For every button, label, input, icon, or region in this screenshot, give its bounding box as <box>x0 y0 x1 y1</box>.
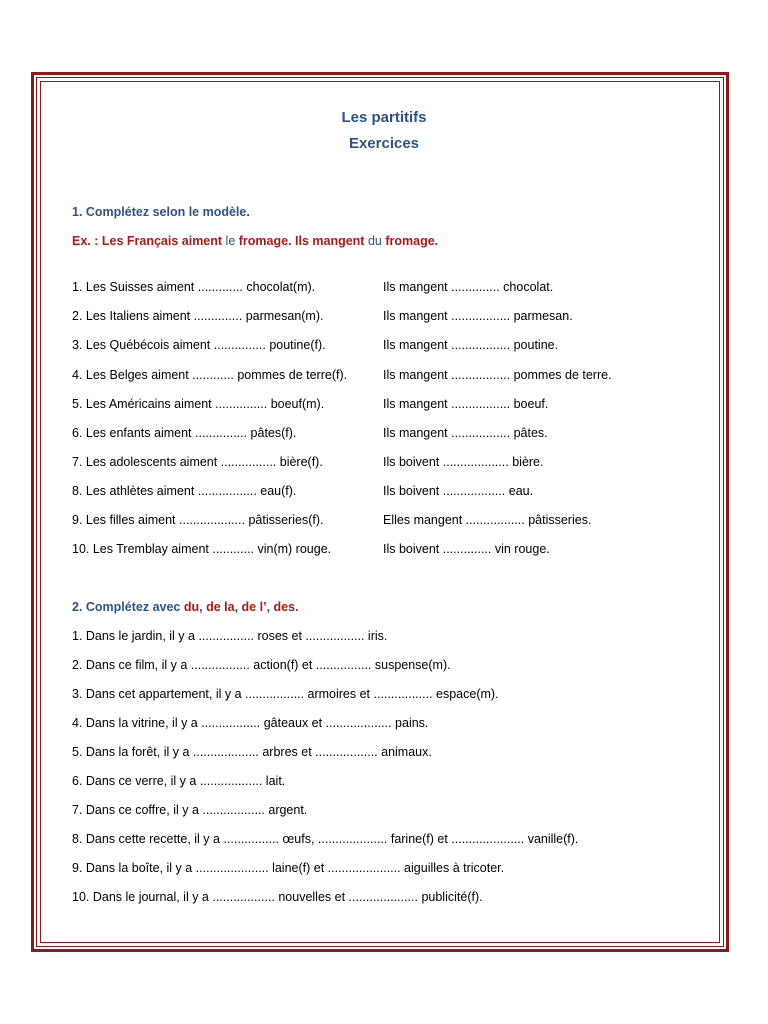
exercise1-item-left: 5. Les Américains aiment ............... boeuf(m). <box>72 397 325 411</box>
example-part1: Ex. : Les Français aiment <box>72 234 223 248</box>
exercise2-item: 10. Dans le journal, il y a .................. nouvelles et .................... publicité(f). <box>72 890 483 904</box>
separator: , <box>234 600 242 614</box>
exercise2-item: 9. Dans la boîte, il y a ..................... laine(f) et ..................... aiguilles à tricoter. <box>72 861 505 875</box>
page-title: Les partitifs <box>341 109 427 126</box>
exercise1-item-right: Ils mangent .............. chocolat. <box>383 280 554 294</box>
exercise2-item: 1. Dans le jardin, il y a ................ roses et ................. iris. <box>72 629 388 643</box>
article-de-l: de l’ <box>241 600 267 614</box>
exercise1-item-left: 1. Les Suisses aiment ............. chocolat(m). <box>72 280 316 294</box>
section1-example <box>72 234 438 248</box>
exercise1-item-left: 6. Les enfants aiment ............... pâtes(f). <box>72 426 297 440</box>
section1-heading: 1. Complétez selon le modèle. <box>72 205 250 219</box>
exercise1-item-right: Ils mangent ................. boeuf. <box>383 397 549 411</box>
example-article-du: du <box>364 234 386 248</box>
heading-period: . <box>295 600 299 614</box>
exercise1-item-right: Ils mangent ................. pâtes. <box>383 426 548 440</box>
exercise1-item-left: 4. Les Belges aiment ............ pommes de terre(f). <box>72 368 348 382</box>
example-part3: fromage. Ils mangent <box>238 234 365 248</box>
page-subtitle: Exercices <box>348 135 420 152</box>
exercise2-item: 4. Dans la vitrine, il y a ................. gâteaux et ................... pains. <box>72 716 429 730</box>
exercise2-item: 5. Dans la forêt, il y a ................... arbres et .................. animaux. <box>72 745 432 759</box>
exercise2-item: 6. Dans ce verre, il y a .................. lait. <box>72 774 286 788</box>
exercise2-item: 7. Dans ce coffre, il y a .................. argent. <box>72 803 308 817</box>
example-part5: fromage. <box>385 234 439 248</box>
exercise1-item-left: 2. Les Italiens aiment .............. parmesan(m). <box>72 309 324 323</box>
exercise1-item-right: Ils mangent ................. pommes de terre. <box>383 368 612 382</box>
section2-heading <box>72 600 299 614</box>
exercise1-item-right: Ils boivent .................. eau. <box>383 484 534 498</box>
example-article-le: le <box>222 234 239 248</box>
exercise2-item: 2. Dans ce film, il y a ................. action(f) et ................ suspense(m). <box>72 658 451 672</box>
article-du: du <box>183 600 200 614</box>
exercise1-item-right: Ils mangent ................. poutine. <box>383 338 559 352</box>
exercise1-item-right: Elles mangent ................. pâtisseries. <box>383 513 592 527</box>
separator: , <box>266 600 274 614</box>
exercise1-item-left: 3. Les Québécois aiment ............... poutine(f). <box>72 338 326 352</box>
exercise1-item-left: 9. Les filles aiment ................... pâtisseries(f). <box>72 513 324 527</box>
exercise1-item-left: 8. Les athlètes aiment ................. eau(f). <box>72 484 297 498</box>
article-des: des <box>273 600 296 614</box>
exercise1-item-right: Ils boivent .............. vin rouge. <box>383 542 550 556</box>
exercise2-item: 3. Dans cet appartement, il y a ................. armoires et ................. espace(m). <box>72 687 499 701</box>
exercise2-item: 8. Dans cette recette, il y a ................ œufs, .................... farine(f) et ..................... vanille(f). <box>72 832 579 846</box>
section2-heading-text: 2. Complétez avec <box>72 600 184 614</box>
exercise1-item-left: 10. Les Tremblay aiment ............ vin(m) rouge. <box>72 542 332 556</box>
exercise1-item-right: Ils mangent ................. parmesan. <box>383 309 573 323</box>
exercise1-item-right: Ils boivent ................... bière. <box>383 455 544 469</box>
separator: , <box>199 600 207 614</box>
exercise1-item-left: 7. Les adolescents aiment ................ bière(f). <box>72 455 323 469</box>
article-de-la: de la <box>206 600 235 614</box>
